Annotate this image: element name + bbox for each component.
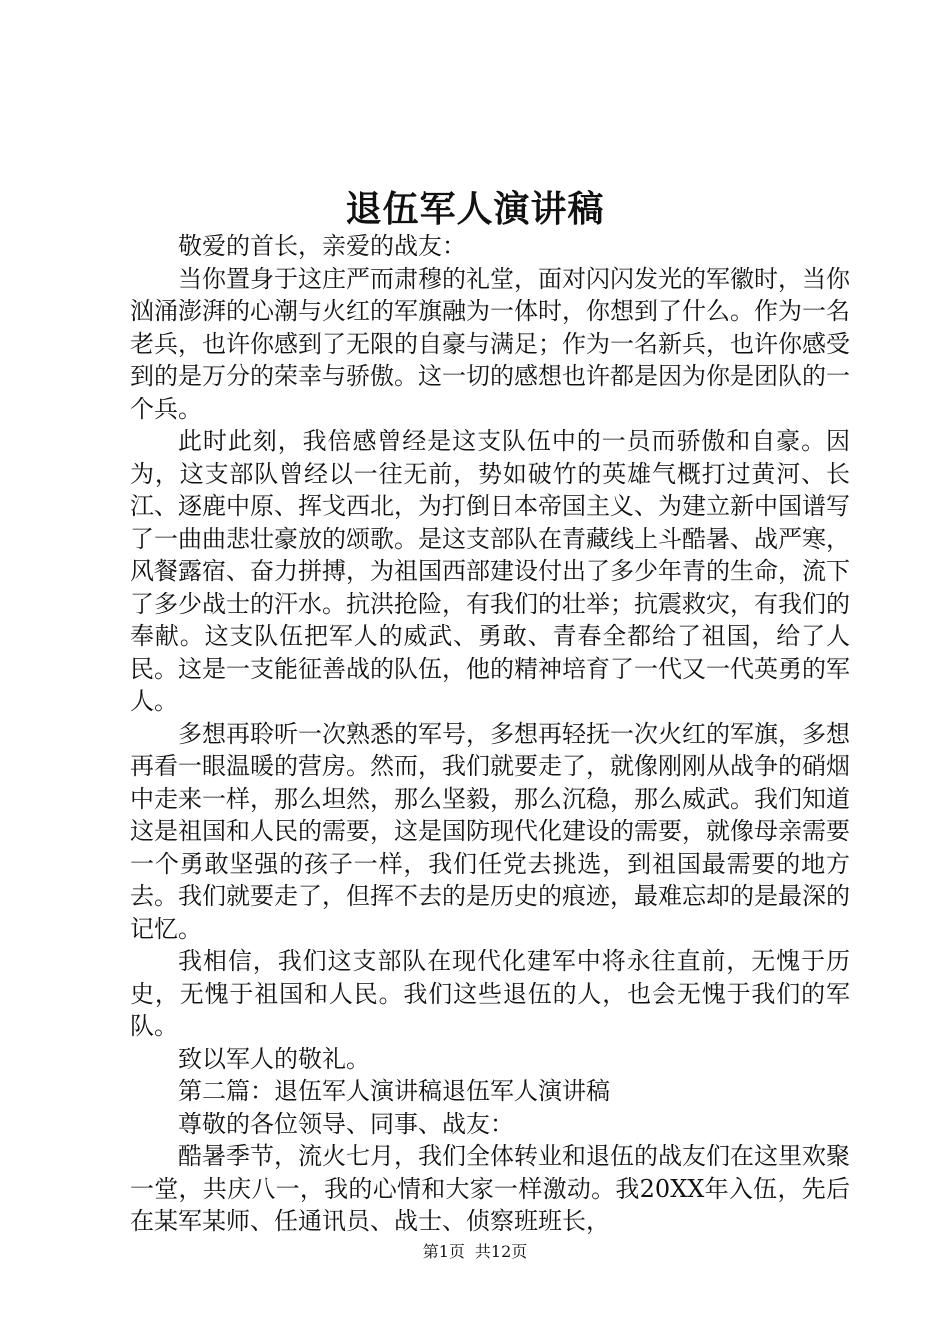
document-title: 退伍军人演讲稿 bbox=[345, 188, 605, 230]
document-body bbox=[130, 230, 850, 1238]
paragraph: 我相信，我们这支部队在现代化建军中将永往直前，无愧于历史，无愧于祖国和人民。我们这些退伍的人，也会无愧于我们的军队。 bbox=[130, 947, 850, 1040]
page-footer bbox=[0, 1240, 950, 1264]
paragraph-greeting: 尊敬的各位领导、同事、战友： bbox=[178, 1109, 514, 1138]
paragraph: 酷暑季节，流火七月，我们全体转业和退伍的战友们在这里欢聚一堂，共庆八一，我的心情和大家一样激动。我20XX年入伍，先后在某军某师、任通讯员、战士、侦察班班长， bbox=[130, 1142, 850, 1235]
paragraph: 此时此刻，我倍感曾经是这支队伍中的一员而骄傲和自豪。因为，这支部队曾经以一往无前，势如破竹的英雄气概打过黄河、长江、逐鹿中原、挥戈西北，为打倒日本帝国主义、为建立新中国谱写了一曲曲悲壮豪放的颂歌。是这支部队在青藏线上斗酷暑、战严寒，风餐露宿、奋力拼搏，为祖国西部建设付出了多少年青的生命，流下了多少战士的汗水。抗洪抢险，有我们的壮举；抗震救灾，有我们的奉献。这支队伍把军人的威武、勇敢、青春全都给了祖国，给了人民。这是一支能征善战的队伍，他的精神培育了一代又一代英勇的军人。 bbox=[130, 427, 850, 715]
paragraph: 当你置身于这庄严而肃穆的礼堂，面对闪闪发光的军徽时，当你汹涌澎湃的心潮与火红的军旗融为一体时，你想到了什么。作为一名老兵，也许你感到了无限的自豪与满足；作为一名新兵，也许你感受到的是万分的荣幸与骄傲。这一切的感想也许都是因为你是团队的一个兵。 bbox=[130, 264, 850, 423]
paragraph-greeting: 敬爱的首长，亲爱的战友： bbox=[178, 232, 466, 260]
section-heading: 第二篇：退伍军人演讲稿退伍军人演讲稿 bbox=[178, 1077, 610, 1105]
page-number: 第1页 bbox=[422, 1242, 465, 1261]
page-total: 共12页 bbox=[474, 1242, 528, 1261]
paragraph: 多想再聆听一次熟悉的军号，多想再轻抚一次火红的军旗，多想再看一眼温暖的营房。然而，我们就要走了，就像刚刚从战争的硝烟中走来一样，那么坦然，那么坚毅，那么沉稳，那么威武。我们知道这是祖国和人民的需要，这是国防现代化建设的需要，就像母亲需要一个勇敢坚强的孩子一样，我们任党去挑选，到祖国最需要的地方去。我们就要走了，但挥不去的是历史的痕迹，最难忘却的是最深的记忆。 bbox=[130, 719, 850, 943]
paragraph-salute: 致以军人的敬礼。 bbox=[178, 1044, 370, 1073]
